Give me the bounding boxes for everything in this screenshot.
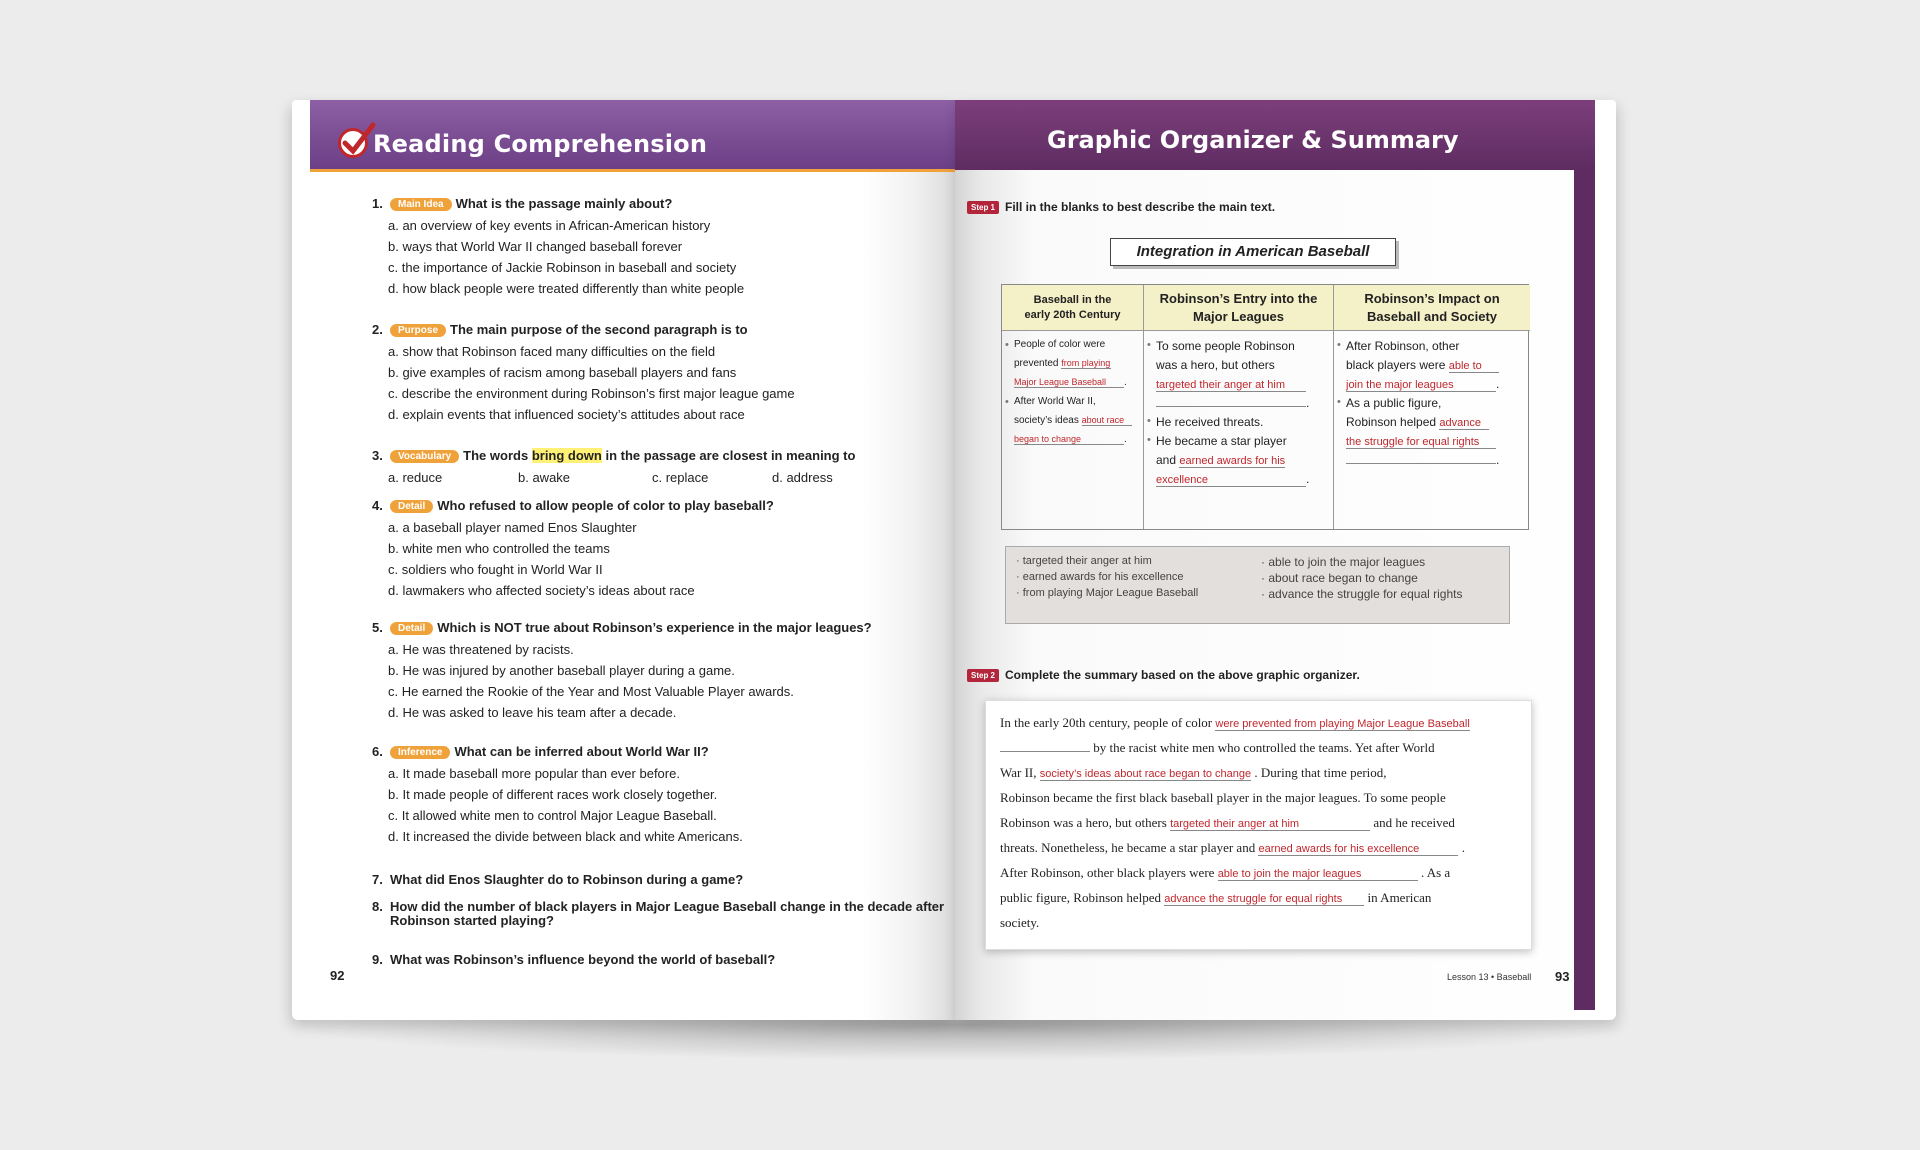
answer-option[interactable]: a. reduce	[388, 470, 443, 485]
question-number: 7.	[372, 872, 383, 887]
question-text: How did the number of black players in Major League Baseball change in the decade after	[390, 899, 945, 914]
organizer-line	[1147, 415, 1264, 429]
bullet-icon: •	[1005, 396, 1009, 408]
summary-text: Robinson became the first black baseball player in the major leagues. To some people	[1000, 790, 1446, 805]
summary-line	[1000, 815, 1455, 831]
summary-text: in American	[1367, 890, 1432, 905]
organizer-text: As a public figure,	[1346, 396, 1442, 410]
answer-option[interactable]: b. It made people of different races work closely together.	[388, 787, 718, 802]
punctuation: .	[1124, 434, 1127, 445]
word-bank-item: · earned awards for his excellence	[1016, 571, 1184, 583]
answer-option[interactable]: a. It made baseball more popular than ever before.	[388, 766, 680, 781]
organizer-line	[1156, 358, 1275, 372]
organizer-title: Integration in American Baseball	[1110, 238, 1396, 266]
summary-text: and he received	[1373, 815, 1455, 830]
punctuation: .	[1496, 453, 1500, 467]
summary-text: public figure, Robinson helped	[1000, 890, 1162, 905]
organizer-line	[1346, 415, 1489, 430]
step-text: Fill in the blanks to best describe the main text.	[1005, 200, 1276, 214]
organizer-line	[1337, 339, 1460, 353]
heading-line: Robinson’s Impact on	[1364, 290, 1500, 306]
question-text: Robinson started playing?	[390, 913, 554, 928]
question	[372, 952, 775, 967]
organizer-text: society’s ideas	[1014, 415, 1079, 426]
highlighted-phrase: bring down	[531, 448, 602, 463]
organizer-line	[1346, 434, 1496, 449]
punctuation: .	[1306, 472, 1310, 486]
bullet-icon: •	[1337, 396, 1341, 408]
organizer-line	[1014, 358, 1111, 369]
organizer-text: After Robinson, other	[1346, 339, 1460, 353]
summary-text: War II,	[1000, 765, 1037, 780]
summary-text: by the racist white men who controlled the teams. Yet after World	[1093, 740, 1435, 755]
question-type-tag: Vocabulary	[390, 450, 459, 463]
step1-instruction	[967, 200, 1275, 214]
answer-option[interactable]: b. white men who controlled the teams	[388, 541, 610, 556]
answer-option[interactable]: c. describe the environment during Robinson’s first major league game	[388, 386, 795, 401]
summary-text: society.	[1000, 915, 1040, 930]
question-type-tag: Detail	[390, 500, 433, 513]
blank-answer[interactable]: began to change	[1014, 434, 1124, 445]
blank-answer[interactable]: join the major leagues	[1346, 379, 1496, 392]
answer-option[interactable]: c. It allowed white men to control Major League Baseball.	[388, 808, 717, 823]
summary-line	[1000, 740, 1435, 756]
question-number: 9.	[372, 952, 383, 967]
blank-answer[interactable]: able to join the major leagues	[1218, 868, 1418, 881]
answer-option[interactable]: b. ways that World War II changed baseball forever	[388, 239, 683, 254]
step-text: Complete the summary based on the above graphic organizer.	[1005, 668, 1360, 682]
organizer-line	[1014, 377, 1127, 388]
organizer-text: People of color were	[1014, 339, 1106, 350]
bullet-icon: •	[1147, 434, 1151, 446]
step2-instruction	[967, 668, 1360, 682]
bullet-icon: •	[1147, 415, 1151, 427]
organizer-line	[1346, 377, 1499, 392]
organizer-column	[1144, 285, 1334, 529]
blank-answer[interactable]: advance the struggle for equal rights	[1164, 893, 1364, 906]
left-header	[310, 100, 955, 172]
question-text: The words	[463, 448, 529, 463]
organizer-line	[1346, 358, 1499, 373]
question	[372, 322, 748, 337]
answer-option[interactable]: d. He was asked to leave his team after a decade.	[388, 705, 677, 720]
organizer-line	[1147, 434, 1287, 448]
answer-option[interactable]: d. lawmakers who affected society’s ideas about race	[388, 583, 695, 598]
left-page	[292, 100, 955, 1020]
question	[372, 900, 944, 928]
blank-answer[interactable]: about race	[1082, 415, 1132, 426]
blank-answer[interactable]: excellence	[1156, 474, 1306, 487]
blank-answer[interactable]: advance	[1439, 417, 1489, 430]
heading-line: Robinson’s Entry into the	[1159, 290, 1318, 306]
punctuation: .	[1124, 377, 1127, 388]
blank-answer[interactable]	[1156, 406, 1306, 407]
blank-answer[interactable]: Major League Baseball	[1014, 377, 1124, 388]
blank-answer[interactable]: earned awards for his excellence	[1258, 843, 1458, 856]
blank-answer[interactable]	[1000, 751, 1090, 752]
bullet-icon: •	[1147, 339, 1151, 351]
right-page	[955, 100, 1616, 1020]
question-type-tag: Main Idea	[390, 198, 452, 211]
summary-line	[1000, 915, 1039, 931]
question-number: 6.	[372, 744, 383, 759]
organizer-text: He received threats.	[1156, 415, 1264, 429]
side-band	[1574, 170, 1595, 1010]
bullet-icon: •	[1005, 339, 1009, 351]
question-text: Which is NOT true about Robinson’s experience in the major leagues?	[437, 620, 872, 635]
heading-line: Baseball in the	[1033, 293, 1112, 306]
question-number: 2.	[372, 322, 383, 337]
answer-option[interactable]: d. address	[772, 470, 833, 485]
word-bank-item: · from playing Major League Baseball	[1016, 587, 1199, 599]
organizer-text: Robinson helped	[1346, 415, 1437, 429]
page-number: 93	[1555, 969, 1570, 984]
question-text: What can be inferred about World War II?	[454, 744, 709, 759]
organizer-text: and	[1156, 453, 1177, 467]
blank-answer[interactable]: able to	[1449, 360, 1499, 373]
column-heading	[1334, 285, 1530, 331]
question-number: 3.	[372, 448, 383, 463]
summary-box	[985, 700, 1532, 950]
answer-option[interactable]: b. give examples of racism among baseball players and fans	[388, 365, 737, 380]
question	[372, 872, 743, 887]
question-text: What was Robinson’s influence beyond the world of baseball?	[390, 952, 776, 967]
answer-option[interactable]: d. It increased the divide between black and white Americans.	[388, 829, 743, 844]
question	[372, 196, 672, 211]
organizer-line	[1014, 415, 1132, 426]
page-title: Graphic Organizer & Summary	[1047, 126, 1459, 154]
answer-option[interactable]: a. show that Robinson faced many difficulties on the field	[388, 344, 716, 359]
question-text: What did Enos Slaughter do to Robinson during a game?	[390, 872, 744, 887]
organizer-line	[1005, 396, 1096, 408]
graphic-organizer	[1001, 284, 1529, 530]
summary-text: Robinson was a hero, but others	[1000, 815, 1167, 830]
blank-answer[interactable]: earned awards for his	[1179, 455, 1286, 467]
answer-option[interactable]: b. awake	[518, 470, 571, 485]
organizer-line	[1346, 453, 1499, 467]
word-bank	[1005, 546, 1510, 624]
blank-answer[interactable]	[1346, 463, 1496, 464]
question-type-tag: Inference	[390, 746, 450, 759]
column-heading	[1144, 285, 1333, 331]
organizer-line	[1147, 339, 1295, 353]
page-title: Reading Comprehension	[373, 130, 708, 158]
organizer-line	[1156, 396, 1309, 410]
question-type-tag: Detail	[390, 622, 433, 635]
organizer-line	[1005, 339, 1106, 351]
word-bank-item: · able to join the major leagues	[1261, 555, 1426, 569]
summary-line	[1000, 840, 1465, 856]
organizer-column	[1334, 285, 1530, 529]
question-number: 5.	[372, 620, 383, 635]
summary-text: In the early 20th century, people of color	[1000, 715, 1213, 730]
bullet-icon: •	[1337, 339, 1341, 351]
question-number: 8.	[372, 899, 383, 914]
question	[372, 498, 774, 513]
answer-option[interactable]: b. He was injured by another baseball player during a game.	[388, 663, 735, 678]
answer-option[interactable]: a. a baseball player named Enos Slaughter	[388, 520, 637, 535]
blank-answer[interactable]: targeted their anger at him	[1156, 379, 1306, 392]
summary-line	[1000, 790, 1446, 806]
summary-text: .	[1461, 840, 1465, 855]
summary-text: After Robinson, other black players were	[1000, 865, 1215, 880]
organizer-line	[1014, 434, 1127, 445]
question-text: in the passage are closest in meaning to	[605, 448, 856, 463]
heading-line: early 20th Century	[1024, 308, 1121, 321]
question-text: Who refused to allow people of color to play baseball?	[437, 498, 774, 513]
answer-option[interactable]: d. explain events that influenced society’s attitudes about race	[388, 407, 745, 422]
question	[372, 448, 855, 463]
answer-option[interactable]: c. soldiers who fought in World War II	[388, 562, 603, 577]
summary-line	[1000, 890, 1431, 906]
right-header	[955, 100, 1595, 170]
word-bank-item: · advance the struggle for equal rights	[1261, 587, 1463, 601]
question-number: 1.	[372, 196, 383, 211]
question	[372, 620, 872, 635]
question-type-tag: Purpose	[390, 324, 446, 337]
heading-line: Baseball and Society	[1366, 308, 1498, 324]
punctuation: .	[1496, 377, 1500, 391]
question	[372, 744, 709, 759]
organizer-text: black players were	[1346, 358, 1446, 372]
heading-line: Major Leagues	[1192, 308, 1285, 324]
summary-text: . During that time period,	[1254, 765, 1387, 780]
blank-answer[interactable]: targeted their anger at him	[1170, 818, 1370, 831]
step-badge: Step 2	[967, 669, 999, 682]
answer-option[interactable]: c. replace	[652, 470, 709, 485]
organizer-text: prevented	[1014, 358, 1059, 369]
organizer-text: was a hero, but others	[1156, 358, 1275, 372]
punctuation: .	[1306, 396, 1310, 410]
blank-answer[interactable]: were prevented from playing Major League Baseball	[1215, 718, 1470, 730]
organizer-text: To some people Robinson	[1156, 339, 1295, 353]
organizer-text: After World War II,	[1014, 396, 1096, 407]
answer-option[interactable]: d. how black people were treated differently than white people	[388, 281, 745, 296]
answer-option[interactable]: c. He earned the Rookie of the Year and Most Valuable Player awards.	[388, 684, 794, 699]
organizer-line	[1156, 377, 1306, 392]
organizer-line	[1156, 453, 1285, 468]
question-text: The main purpose of the second paragraph is to	[450, 322, 748, 337]
word-bank-item: · about race began to change	[1261, 571, 1418, 585]
checkmark-icon	[338, 128, 368, 158]
summary-line	[1000, 765, 1387, 781]
summary-text: . As a	[1420, 865, 1451, 880]
summary-line	[1000, 715, 1470, 731]
blank-answer[interactable]: from playing	[1061, 358, 1111, 368]
answer-option[interactable]: a. an overview of key events in African-American history	[388, 218, 711, 233]
word-bank-item: · targeted their anger at him	[1016, 555, 1152, 567]
blank-answer[interactable]: the struggle for equal rights	[1346, 436, 1496, 449]
organizer-line	[1156, 472, 1309, 487]
summary-text: threats. Nonetheless, he became a star player and	[1000, 840, 1256, 855]
question-number: 4.	[372, 498, 383, 513]
answer-option[interactable]: a. He was threatened by racists.	[388, 642, 574, 657]
summary-line	[1000, 865, 1450, 881]
step-badge: Step 1	[967, 201, 999, 214]
footer-lesson: Lesson 13 • Baseball	[1447, 972, 1532, 982]
organizer-column	[1002, 285, 1144, 529]
organizer-text: He became a star player	[1156, 434, 1287, 448]
column-heading	[1002, 285, 1143, 331]
blank-answer[interactable]: society’s ideas about race began to change	[1039, 768, 1252, 780]
answer-option[interactable]: c. the importance of Jackie Robinson in baseball and society	[388, 260, 737, 275]
organizer-line	[1337, 396, 1442, 410]
page-number: 92	[330, 968, 345, 983]
question-text: What is the passage mainly about?	[455, 196, 673, 211]
